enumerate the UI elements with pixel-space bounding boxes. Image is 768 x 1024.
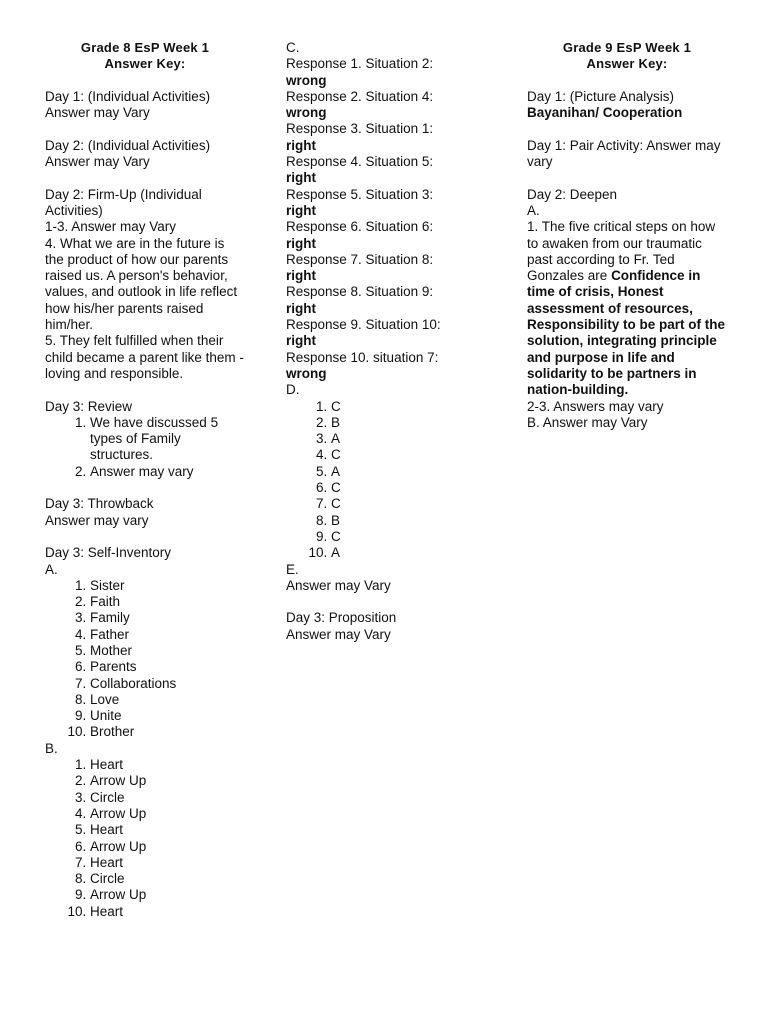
list-item: 2. B bbox=[331, 415, 466, 431]
list-item: 8. B bbox=[331, 513, 466, 529]
day3-self-inventory-heading: Day 3: Self-Inventory bbox=[45, 545, 172, 561]
response-1: Response 1. Situation 2: bbox=[286, 56, 434, 72]
list-item: 4. C bbox=[331, 447, 466, 463]
response-7: Response 7. Situation 8: bbox=[286, 251, 434, 267]
response-3: Response 3. Situation 1: bbox=[286, 121, 434, 137]
grade9-title: Grade 9 EsP Week 1 bbox=[562, 40, 692, 55]
response-7-answer: right bbox=[286, 268, 316, 284]
list-item: 1. Heart bbox=[90, 757, 245, 773]
day2-deepen-heading: Day 2: Deepen bbox=[527, 186, 618, 202]
list-item: 10. Brother bbox=[90, 724, 245, 740]
day2-firmup-heading: Day 2: Firm-Up (Individual Activities) bbox=[45, 186, 202, 218]
day3-proposition-heading: Day 3: Proposition bbox=[286, 610, 397, 626]
list-item: 2. Faith bbox=[90, 594, 245, 610]
day1-picture-analysis-answer: Bayanihan/ Cooperation bbox=[527, 105, 683, 121]
grade8-answer-key-continued bbox=[286, 40, 466, 643]
response-3-answer: right bbox=[286, 137, 316, 153]
response-6-answer: right bbox=[286, 235, 316, 251]
list-item: 7. C bbox=[331, 496, 466, 512]
response-2: Response 2. Situation 4: bbox=[286, 88, 434, 104]
grade8-subtitle: Answer Key: bbox=[104, 56, 186, 72]
day3-review-heading: Day 3: Review bbox=[45, 398, 133, 414]
deepen-a1 bbox=[527, 219, 727, 398]
list-item: 8. Circle bbox=[90, 871, 245, 887]
list-item: 7. Heart bbox=[90, 855, 245, 871]
list-item: 6. Arrow Up bbox=[90, 839, 245, 855]
section-a-label: A. bbox=[45, 561, 58, 577]
list-item: 8. Love bbox=[90, 692, 245, 708]
day1-answer: Answer may Vary bbox=[45, 105, 150, 121]
day2-heading: Day 2: (Individual Activities) bbox=[45, 137, 211, 153]
deepen-a1-text: 1. The five critical steps on how to awaken from our traumatic past according to Fr. Ted Gonzales are bbox=[527, 219, 716, 284]
list-item: 6. C bbox=[331, 480, 466, 496]
section-e-answer: Answer may Vary bbox=[286, 577, 391, 593]
response-2-answer: wrong bbox=[286, 105, 327, 121]
day3-proposition-answer: Answer may Vary bbox=[286, 626, 391, 642]
section-e-label: E. bbox=[286, 561, 299, 577]
response-9-answer: right bbox=[286, 333, 316, 349]
deepen-a1-answer: Confidence in time of crisis, Honest assessment of resources, Responsibility to be part of the solution, integrating principle and purpose in life and solidarity to be partners in nation-building. bbox=[527, 268, 726, 398]
response-10-answer: wrong bbox=[286, 365, 327, 381]
list-item: 1. C bbox=[331, 399, 466, 415]
deepen-b-answer: B. Answer may Vary bbox=[527, 414, 648, 430]
day1-pair-activity: Day 1: Pair Activity: Answer may vary bbox=[527, 137, 721, 170]
response-4-answer: right bbox=[286, 170, 316, 186]
response-6: Response 6. Situation 6: bbox=[286, 219, 434, 235]
list-item: 5. Heart bbox=[90, 822, 245, 838]
list-item: 9. Unite bbox=[90, 708, 245, 724]
day1-heading: Day 1: (Individual Activities) bbox=[45, 88, 211, 104]
section-d-list bbox=[286, 399, 466, 562]
list-item: 2. Arrow Up bbox=[90, 773, 245, 789]
response-4: Response 4. Situation 5: bbox=[286, 154, 434, 170]
list-item: 3. Family bbox=[90, 610, 245, 626]
day3-review-list bbox=[45, 415, 245, 480]
list-item: 3. Circle bbox=[90, 790, 245, 806]
deepen-a-label: A. bbox=[527, 202, 540, 218]
list-item: 3. A bbox=[331, 431, 466, 447]
list-item: 6. Parents bbox=[90, 659, 245, 675]
day2-firmup-answer-5: 5. They felt fulfilled when their child became a parent like them -loving and responsible. bbox=[45, 333, 244, 381]
list-item: 10. A bbox=[331, 545, 466, 561]
section-d-label: D. bbox=[286, 382, 300, 398]
day2-firmup-answer-4: 4. What we are in the future is the product of how our parents raised us. A person's behavior, values, and outlook in life reflect how his/her parents raised him/her. bbox=[45, 235, 238, 333]
list-item: 1. We have discussed 5 types of Family structures. bbox=[90, 415, 245, 464]
grade9-answer-key bbox=[527, 40, 727, 431]
grade9-subtitle: Answer Key: bbox=[586, 56, 668, 72]
grade8-answer-key bbox=[45, 40, 245, 920]
section-b-label: B. bbox=[45, 740, 58, 756]
response-10: Response 10. situation 7: bbox=[286, 349, 439, 365]
deepen-a23: 2-3. Answers may vary bbox=[527, 398, 664, 414]
section-a-list bbox=[45, 578, 245, 741]
response-8-answer: right bbox=[286, 300, 316, 316]
response-9: Response 9. Situation 10: bbox=[286, 317, 441, 333]
list-item: 5. Mother bbox=[90, 643, 245, 659]
response-8: Response 8. Situation 9: bbox=[286, 284, 434, 300]
day2-answer: Answer may Vary bbox=[45, 154, 150, 170]
list-item: 2. Answer may vary bbox=[90, 464, 245, 480]
list-item: 9. Arrow Up bbox=[90, 887, 245, 903]
day2-firmup-answer-1: 1-3. Answer may Vary bbox=[45, 219, 177, 235]
day3-throwback-heading: Day 3: Throwback bbox=[45, 496, 154, 512]
response-1-answer: wrong bbox=[286, 72, 327, 88]
response-5-answer: right bbox=[286, 202, 316, 218]
section-b-list bbox=[45, 757, 245, 920]
list-item: 5. A bbox=[331, 464, 466, 480]
list-item: 4. Arrow Up bbox=[90, 806, 245, 822]
list-item: 4. Father bbox=[90, 627, 245, 643]
list-item: 1. Sister bbox=[90, 578, 245, 594]
day1-picture-analysis-heading: Day 1: (Picture Analysis) bbox=[527, 88, 675, 104]
section-c-label: C. bbox=[286, 40, 300, 55]
grade8-title: Grade 8 EsP Week 1 bbox=[80, 40, 210, 55]
list-item: 10. Heart bbox=[90, 904, 245, 920]
list-item: 7. Collaborations bbox=[90, 676, 245, 692]
list-item: 9. C bbox=[331, 529, 466, 545]
response-5: Response 5. Situation 3: bbox=[286, 186, 434, 202]
day3-throwback-answer: Answer may vary bbox=[45, 512, 149, 528]
